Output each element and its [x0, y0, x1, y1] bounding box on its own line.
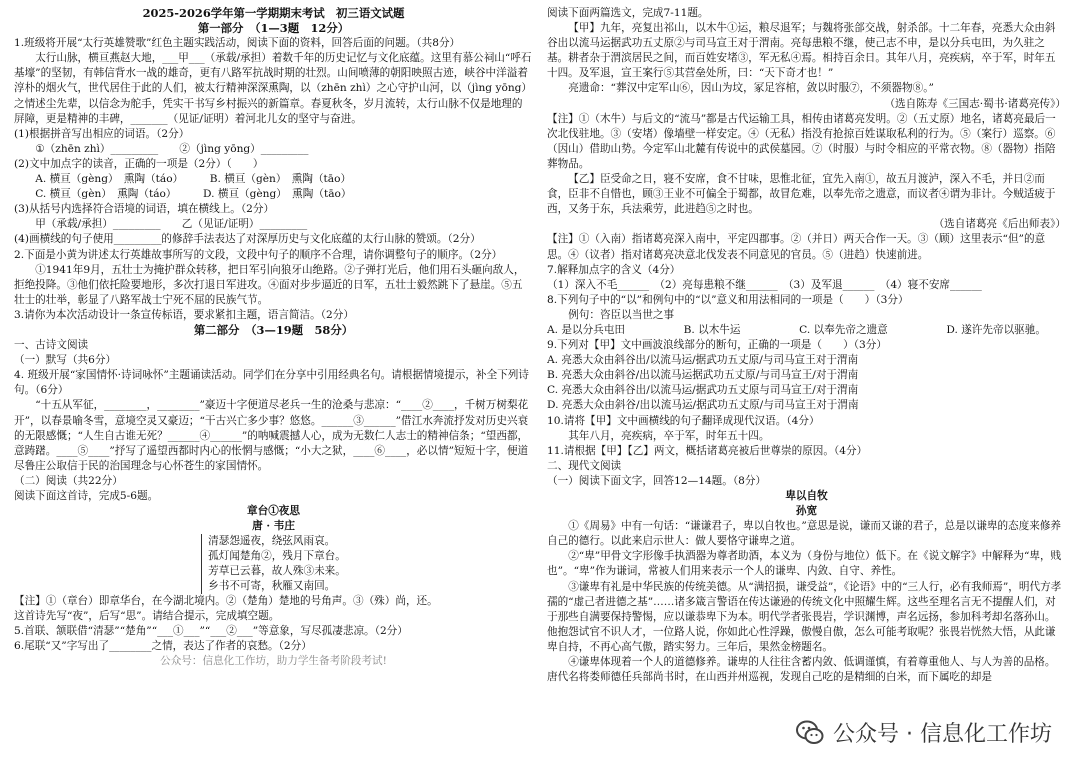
q8: 8.下列句子中的“以”和例句中的“以”意义和用法相同的一项是（ ）（3分） [547, 293, 909, 306]
part1-heading: 第一部分 （1—3题 12分） [197, 21, 350, 36]
q1-sub2-optCD: C. 横亘（gèn） 熏陶（táo） D. 横亘（gèng） 熏陶（tāo） [35, 188, 352, 201]
section2-heading: 二、现代文阅读 [547, 459, 622, 472]
poem-lines [201, 534, 346, 594]
poem-notes: 【注】①（章台）即章华台，在今湖北境内。②（楚角）楚地的号角声。③（殊）尚，还。 [14, 595, 438, 608]
reading-heading: （二）阅读（共22分） [14, 474, 123, 487]
q4: 4. 班级开展“家国情怀·诗词咏怀”主题诵读活动。同学们在分享中引用经典名句。请根据情境提示，补全下列诗句。（6分） [14, 369, 529, 397]
text-yi: 【乙】臣受命之日，寝不安席，食不甘味，思惟北征，宜先入南①，故五月渡泸，深入不毛，并日②而食，臣非不自惜也，顾③王业不可偏全于蜀都，故冒危难，以奉先帝之遗意，而议者④谓为非计。今贼适疲于西，又务于东，兵法乘劳，此进趋⑤之时也。 [547, 173, 1056, 216]
q3: 3.请你为本次活动设计一条宣传标语，要求紧扣主题，语言简洁。（2分） [14, 308, 354, 321]
left-column [14, 6, 533, 758]
watermark-text: 公众号：信息化工作坊，助力学生备考阶段考试! [160, 655, 387, 668]
text-yi-notes: 【注】①（入南）指诸葛亮深入南中，平定四郡事。②（并日）两天合作一天。③（顾）这里表示“但”的意思。④（议者）指对诸葛亮决意北伐发表不同意见的官员。⑤（进趋）快速前进。 [547, 233, 1046, 261]
poem-line: 孤灯闻楚角②，残月下章台。 [208, 550, 346, 563]
q1-intro: 1.班级将开展“太行英雄赞歌”红色主题实践活动，阅读下面的资料，回答后面的问题。（共8分） [14, 37, 461, 50]
q1-sub2: (2)文中加点字的读音，正确的一项是（2分）（ ） [14, 157, 264, 170]
q8-option-c: C. 以奉先帝之遗意 [799, 323, 888, 336]
q7: 7.解释加点字的含义（4分） [547, 263, 681, 276]
right-column [547, 6, 1066, 758]
q1-sub3-blanks: 甲（承载/承担）_________ 乙（见证/证明）_________ [35, 218, 308, 231]
wechat-watermark [789, 715, 1058, 750]
poem-line: 清瑟怨遥夜，绕弦风雨哀。 [208, 535, 336, 548]
q8-option-d: D. 遂许先帝以驱驰。 [946, 323, 1046, 336]
q9: 9.下列对【甲】文中画波浪线部分的断句，正确的一项是（ ）（3分） [547, 339, 887, 352]
wechat-icon [795, 718, 825, 748]
q11: 11.请根据【甲】【乙】两文，概括诸葛亮被后世尊崇的原因。（4分） [547, 444, 868, 457]
q9-option-d: D. 亮悉大众由斜谷/出以流马运/据武功五丈原/与司马宣王对于渭南 [547, 399, 859, 412]
q9-option-b: B. 亮悉大众由斜谷/出以流马运据武功五丈原/与司马宣王/对于渭南 [547, 369, 859, 382]
watermark-logo-text: 公众号 · 信息化工作坊 [833, 722, 1052, 747]
q8-example: 例句：咨臣以当世之事 [568, 308, 675, 321]
part2-heading: 第二部分 （3—19题 58分） [193, 322, 354, 337]
essay-para-2: ②“卑”甲骨文字形像手执酒器为尊者助酒，本义为（身份与地位）低下。在《说文解字》中解释为“卑，贱也”。“卑”作为谦词，常被人们用来表示一个人的谦卑、内敛、自守、养性。 [547, 550, 1062, 578]
q1-sub3: (3)从括号内选择符合语境的词语，填在横线上。（2分） [14, 203, 275, 216]
section1-heading: 一、古诗文阅读 [14, 339, 89, 352]
q4-text: “十五从军征，________，________”豪迈十字便道尽老兵一生的沧桑与悲凉：“____②____，千树万树梨花开”，以春景喻冬雪，意境空灵又豪迈；“干古兴亡多少事？悠悠。______③______”借江水奔流抒发对历史兴衰的无限感慨；“人生自古谁无死？______④______”的呐喊震撼人心，成为无数仁人志士的精神信条；“望西都，意踌躇。____⑤____”抒写了遥望西都时内心的怅惘与感慨；“小大之狱，____⑥____，必以情”短短十字，便道尽鲁庄公取信于民的治国理念与心怀苍生的家国情怀。 [14, 399, 529, 472]
essay-para-4: ④谦卑体现着一个人的道德修养。谦卑的人往往含蓄内敛、低调谨慎，有着尊重他人、与人为善的品格。唐代名将娄师德任兵部尚书时，在山西并州巡视，发现自己吃的是精细的白米，而下属吃的却是 [547, 656, 1056, 684]
poem-task: 这首诗先写“夜”，后写“思”。请结合提示，完成填空题。 [14, 610, 280, 623]
essay-para-3: ③谦卑有礼是中华民族的传统美德。从“满招损，谦受益”，《论语》中的“三人行，必有我师焉”，明代方孝孺的“虚己者进德之基”……诸多箴言警语在传达谦逊的传统文化中照耀生辉。这些至理名言无不提醒人们，对于那些自满要保持警惕，应以谦恭卑下为本。明代学者张畏岩，学识渊博，声名远扬，参加科考却名落孙山。他抱怨试官不识人才，一位路人说，你如此心性浮躁，傲慢自傲，怎么可能考取呢？张畏岩恍然大悟，从此谦卑自持，不再心高气傲，踏实努力。三年后，果然金榜题名。 [547, 580, 1062, 653]
q1-sub4: (4)画横线的句子使用_________的修辞手法表达了对深厚历史与文化底蕴的太行山脉的赞颂。（2分） [14, 233, 481, 246]
q1-sub1: (1)根据拼音写出相应的词语。（2分） [14, 127, 190, 140]
q1-sub2-optAB: A. 横亘（gèng） 熏陶（táo） B. 横亘（gèn） 熏陶（tāo） [35, 173, 352, 186]
poem-title: 章台①夜思 [247, 505, 300, 518]
q1-passage: 太行山脉，横亘燕赵大地，___甲___（承载/承担）着数千年的历史记忆与文化底蕴。这里有慕公祠山“呼石基壕”的坚韧，有韩信背水一战的雄奇，更有八路军抗战时期的壮烈。山间喷薄的朝阳映照古迹，峡谷中洋溢着淳朴的烟火气，世代居住于此的人们，被太行精神深深熏陶，以（zhēn zhì）之心守护山河，以（jìng yōng）之情述尘先辈，以信念为舵手，凭实干书写乡村振兴的新篇章。春夏秋冬，岁月流转，太行山脉不仅是地理的屏障，更是精神的丰碑，_______（见证/证明）着河北儿女的坚守与奋进。 [14, 52, 533, 125]
reading-intro: 阅读下面两篇选文，完成7-11题。 [547, 7, 709, 19]
text-jia: 【甲】九年，亮复出祁山，以木牛①运，粮尽退军；与魏将张郃交战，射杀郃。十二年春，亮悉大众由斜谷出以流马运据武功五丈原②与司马宣王对于渭南。亮每患粮不继，使己志不申，是以分兵屯田，为久驻之基。耕者杂于渭滨居民之间，而百姓安堵③，军无私④焉。相持百余日。其年八月，亮疾病，卒于军，时年五十四。及军退，宣王案行⑤其营垒处所，曰：“天下奇才也！” [547, 22, 1056, 80]
text-jia-notes: 【注】①（木牛）与后文的“流马”都是古代运输工具，相传由诸葛亮发明。②（五丈原）地名，诸葛亮最后一次北伐驻地。③（安堵）像墙壁一样安定。④（无私）指没有抢掠百姓谋取私利的行为。⑤（案行）巡察。⑥（因山）借助山势。今定军山北麓有传说中的武侯墓园。⑦（时服）与时令相应的平常衣物。⑧（器物）指陪葬物品。 [547, 112, 1056, 170]
text-jia-source: （选自陈寿《三国志·蜀书·诸葛亮传》） [884, 97, 1066, 110]
q8-options [547, 323, 1066, 338]
essay-title: 卑以自牧 [785, 490, 828, 502]
q2-text: ①1941年9月，五壮士为掩护群众转移，把日军引向狼牙山绝路。②子弹打光后，他们用石头砸向敌人，拒绝投降。③他们依托险要地形，多次打退日军进攻。④面对步步逼近的日军，五壮士毅然跳下了悬崖。⑤五壮士的壮举，彰显了八路军战士宁死不屈的民族气节。 [14, 263, 525, 306]
exam-title: 2025-2026学年第一学期期末考试 初三语文试题 [142, 6, 405, 20]
dictation-heading: （一）默写（共6分） [14, 354, 117, 367]
essay-author: 孙宽 [795, 505, 818, 518]
q7-items: （1）深入不毛______ （2）亮每患粮不继______ （3）及军退______ （4）寝不安席______ [547, 278, 982, 291]
essay-para-1: ①《周易》中有一句话：“谦谦君子，卑以自牧也。”意思是说，谦而又谦的君子，总是以谦卑的态度来修养自己的德行。以此来启示世人：做人要恪守谦卑之道。 [547, 520, 1062, 548]
text-yi-source: （选自诸葛亮《后出师表》） [933, 218, 1066, 231]
q8-option-b: B. 以木牛运 [683, 323, 741, 336]
q8-option-a: A. 是以分兵屯田 [547, 323, 625, 336]
poem-author: 唐 · 韦庄 [252, 520, 295, 533]
essay-intro: （一）阅读下面文字，回答12—14题。（8分） [547, 474, 767, 487]
poem-intro: 阅读下面这首诗，完成5-6题。 [14, 490, 159, 502]
poem-line: 乡书不可寄，秋雁又南回。 [208, 580, 336, 593]
q9-option-c: C. 亮悉大众由斜谷出/以流马运/据武功五丈原与司马宣王/对于渭南 [547, 384, 859, 397]
poem-block [14, 504, 533, 594]
q1-sub1-blanks: ①（zhēn zhì）_________ ②（jìng yōng）_________ [35, 142, 309, 155]
q10: 10.请将【甲】文中画横线的句子翻译成现代汉语。（4分） [547, 414, 820, 427]
q6: 6.尾联“又”字写出了________之情，表达了作者的哀愁。（2分） [14, 640, 312, 653]
q2: 2.下面是小黄为讲述太行英雄故事所写的文段，文段中句子的顺序不合理，请你调整句子的顺序。（2分） [14, 248, 503, 261]
q9-option-a: A. 亮悉大众由斜谷出/以流马运/据武功五丈原/与司马宣王对于渭南 [547, 354, 859, 367]
poem-line: 芳草已云暮，故人殊③未来。 [208, 565, 346, 578]
q5: 5.首联、颔联借“清瑟”“楚角”“___①___”“___②___”等意象，写尽孤凄悲凉。（2分） [14, 625, 408, 638]
q10-sentence: 其年八月，亮疾病，卒于军，时年五十四。 [568, 429, 770, 442]
text-jia-will: 亮遗命：“葬汉中定军山⑥，因山为坟，冢足容棺，敛以时服⑦，不须器物⑧。” [568, 82, 934, 95]
